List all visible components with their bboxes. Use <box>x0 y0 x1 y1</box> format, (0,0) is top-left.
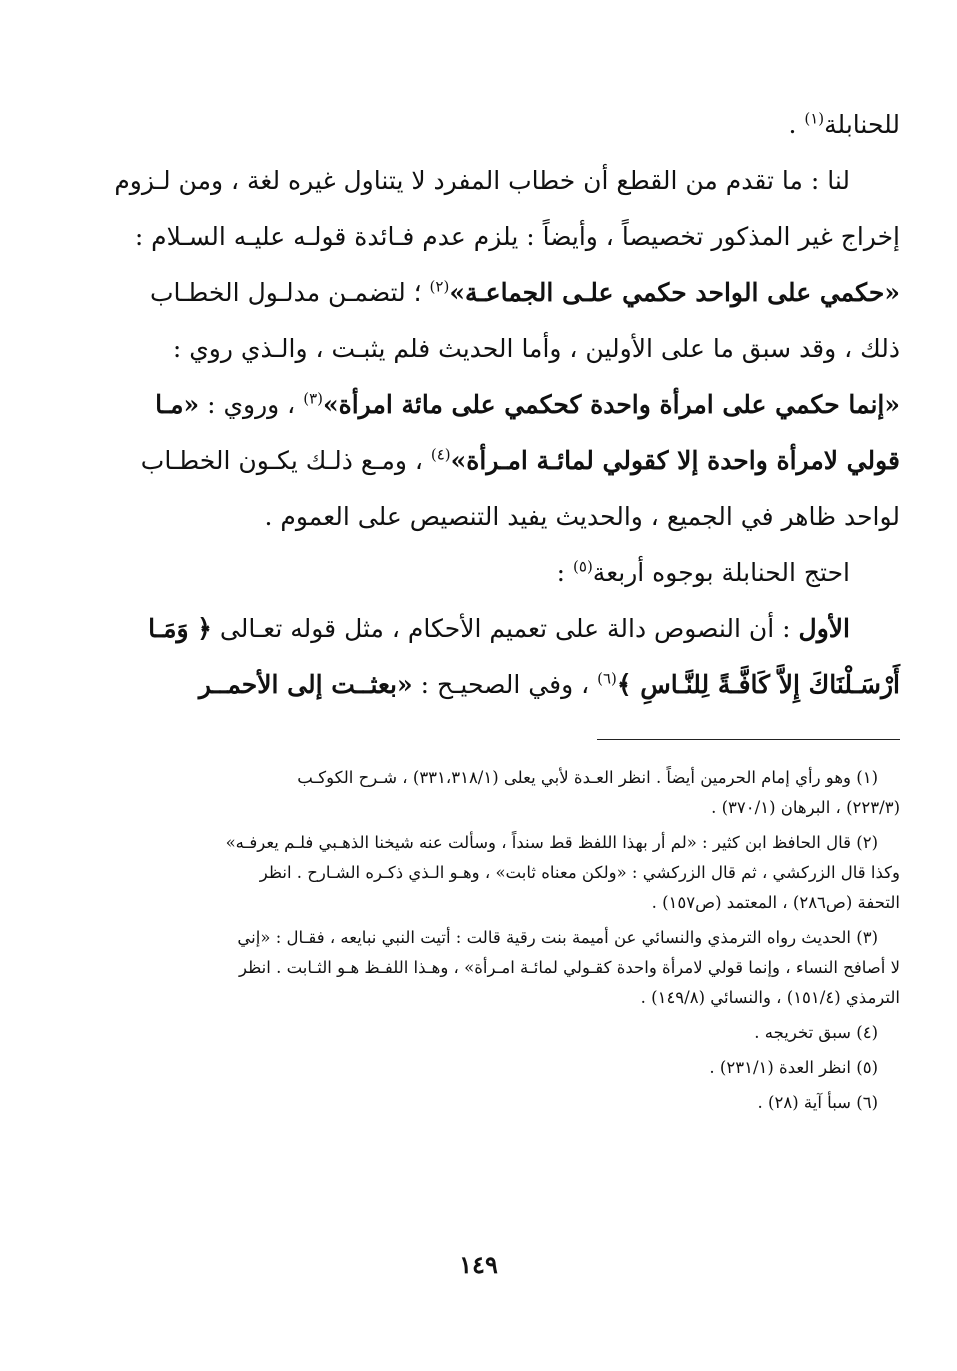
hadith-quote: «حكمي على الواحد حكمي علـى الجماعـة» <box>449 278 900 307</box>
text-run: احتج الحنابلة بوجوه أربعة <box>592 558 850 587</box>
text-run: ذلك ، وقد سبق ما على الأولين ، وأما الحديث فلم يثبـت ، والـذي روي : <box>172 334 900 363</box>
footnote-line: الترمذي (١٥١/٤) ، والنسائي (١٤٩/٨) . <box>640 988 900 1007</box>
footnote-ref: (٥) <box>573 557 593 576</box>
footnote-ref: (١) <box>804 109 825 128</box>
hadith-quote: قولي لامرأة واحدة إلا كقولي لمائـة امـرأة» <box>450 446 900 475</box>
text-line <box>114 153 900 209</box>
footnote-ref: (٦) <box>597 669 617 688</box>
footnote-line: (٦) سبأ آية (٢٨) . <box>757 1093 878 1112</box>
quran-quote: أَرْسَـلْنَاكَ إِلاَّ كَافَّـةً لِلنَّـاسِ ﴾ <box>616 670 900 699</box>
page-number: ١٤٩ <box>459 1250 498 1279</box>
text-run: ، وروي : <box>199 390 304 419</box>
footnote-line: (٢٢٣/٣) ، البرهان (٣٧٠/١) . <box>711 798 900 817</box>
text-run: ، وفي الصحيـح : <box>412 670 598 699</box>
text-line <box>140 601 900 657</box>
text-line <box>140 657 900 713</box>
footnote-4 <box>140 1018 900 1048</box>
footnote-6 <box>140 1088 900 1118</box>
text-run: : أن النصوص دالة على تعميم الأحكام ، مثل قوله تعـالى <box>211 614 799 643</box>
text-run: ؛ لتضمـن مدلـول الخطـاب <box>149 278 430 307</box>
footnote-line: (٢) قال الحافظ ابن كثير : «لم أر بهذا اللفظ قط سنداً ، وسألت عنه شيخنا الذهـبي فلـم يعرفـه» <box>225 833 878 852</box>
text-run: لنا : ما تقدم من القطع أن خطاب المفرد لا يتناول غيره لغة ، ومن لـزوم <box>114 166 850 195</box>
text-run: ، ومـع ذلـك يكـون الخطـاب <box>140 446 431 475</box>
footnote-2 <box>140 828 900 918</box>
text-line <box>140 545 900 601</box>
footnote-ref: (٣) <box>303 389 323 408</box>
main-body-text <box>114 97 900 713</box>
footnote-separator <box>597 739 900 740</box>
footnote-line: لا أصافح النساء ، وإنما قولي لامرأة واحدة كقـولي لمائـة امـرأة» ، وهـذا اللفـظ هـو الثـابت . انظر <box>239 958 900 977</box>
footnote-line: (٤) سبق تخريجه . <box>754 1023 878 1042</box>
footnote-1 <box>140 763 900 823</box>
footnote-line: (١) وهو رأي إمام الحرمين أيضاً . انظر العـدة لأبي يعلى (٣٣١،٣١٨/١) ، شـرح الكوكـب <box>297 768 878 787</box>
quran-quote: ﴿ وَمَـا <box>148 614 212 643</box>
text-run: : <box>556 558 574 587</box>
text-line <box>134 209 900 265</box>
footnote-3 <box>140 923 900 1013</box>
text-run: لواحد ظاهر في الجميع ، والحديث يفيد التنصيص على العموم . <box>264 502 900 531</box>
text-line <box>140 97 900 153</box>
text-run: . <box>788 110 805 139</box>
footnote-line: (٣) الحديث رواه الترمذي والنسائي عن أميمة بنت رقية قالت : أتيت النبي نبايعه ، فقـال : «إني <box>237 928 878 947</box>
text-run: إخراج غير المذكور تخصيصاً ، وأيضاً : يلزم عدم فـائدة قولـه عليـه السـلام : <box>134 222 900 251</box>
text-line <box>140 489 900 545</box>
text-line <box>140 265 900 321</box>
hadith-quote: «مـا <box>155 390 200 419</box>
text-run: للحنابلة <box>824 110 900 139</box>
footnotes <box>140 763 900 1123</box>
text-line <box>140 433 900 489</box>
footnote-ref: (٢) <box>429 277 450 296</box>
footnote-line: وكذا قال الزركشي ، ثم قال الزركشي : «ولكن معناه ثابت» ، وهـو الـذي ذكـره الشـارح . انظر <box>259 863 900 882</box>
text-line <box>140 377 900 433</box>
footnote-line: التحفة (ص٢٨٦) ، المعتمد (ص١٥٧) . <box>651 893 900 912</box>
footnote-ref: (٤) <box>430 445 451 464</box>
text-line <box>140 321 900 377</box>
section-heading: الأول <box>798 614 850 643</box>
footnote-line: (٥) انظر العدة (٢٣١/١) . <box>709 1058 878 1077</box>
hadith-quote: «بعثــت إلى الأحمــر <box>198 670 413 699</box>
footnote-5 <box>140 1053 900 1083</box>
hadith-quote: «إنما حكمي على امرأة واحدة كحكمي على مائة امرأة» <box>322 390 900 419</box>
